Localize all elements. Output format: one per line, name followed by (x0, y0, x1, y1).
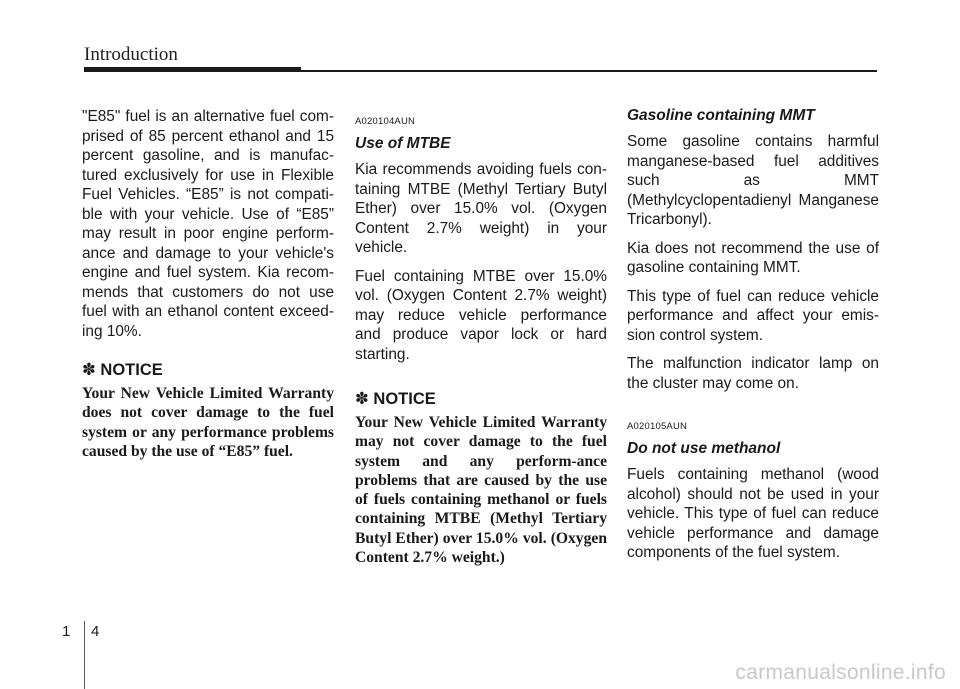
e85-paragraph: "E85" fuel is an alternative fuel com-prised of 85 percent ethanol and 15 percent gasoline, and is manufac-tured exclusively for use in Flexible Fuel Vehicles. “E85” is not compati-ble with your vehicle. Use of “E85” may result in poor engine perform-ance and damage to your vehicle's engine and fuel system. Kia recom-mends that customers do not use fuel with an ethanol content exceed-ing 10%. (82, 108, 334, 340)
mtbe-paragraph-2: Fuel containing MTBE over 15.0% vol. (Oxygen Content 2.7% weight) may reduce vehicle performance and produce vapor lock or hard starting. (355, 267, 607, 363)
mmt-paragraph-2: Kia does not recommend the use of gasoline containing MMT. (627, 239, 879, 276)
mmt-paragraph-3: This type of fuel can reduce vehicle performance and affect your emis-sion control system. (627, 287, 879, 344)
column-3 (627, 107, 879, 572)
heading-gasoline-mmt: Gasoline containing MMT (627, 107, 815, 124)
header-rule-thick (84, 67, 301, 72)
notice-title-mtbe: ✽ NOTICE (355, 390, 436, 408)
mmt-paragraph-1: Some gasoline contains harmful manganese-based fuel additives such as MMT (Methylcyclopentadienyl Manganese Tricarbonyl). (627, 133, 879, 228)
notice-text-mtbe: Your New Vehicle Limited Warranty may not cover damage to the fuel system and any perform-ance problems that are caused by the use of fuels containing methanol or fuels containing MTBE (Methyl Tertiary Butyl Ether) over 15.0% vol. (Oxygen Content 2.7% weight.) (355, 414, 607, 567)
column-2 (355, 107, 607, 567)
notice-title-e85: ✽ NOTICE (82, 361, 163, 379)
heading-use-of-mtbe: Use of MTBE (355, 135, 451, 152)
mmt-paragraph-4: The malfunction indicator lamp on the cluster may come on. (627, 355, 879, 392)
section-code-mtbe: A020104AUN (355, 116, 416, 127)
watermark: carmanualsonline.info (735, 661, 946, 684)
chapter-number: 1 (62, 623, 71, 640)
footer-divider (84, 621, 85, 689)
notice-text-e85: Your New Vehicle Limited Warranty does not cover damage to the fuel system or any performance problems caused by the use of “E85” fuel. (82, 385, 334, 460)
section-code-methanol: A020105AUN (627, 421, 688, 432)
page-number: 4 (91, 623, 100, 640)
header-rule-thin (301, 70, 877, 72)
heading-no-methanol: Do not use methanol (627, 440, 781, 457)
section-title: Introduction (84, 44, 178, 65)
mtbe-paragraph-1: Kia recommends avoiding fuels con-taining MTBE (Methyl Tertiary Butyl Ether) over 15.0% vol. (Oxygen Content 2.7% weight) in your vehicle. (355, 161, 607, 256)
methanol-paragraph: Fuels containing methanol (wood alcohol) should not be used in your vehicle. This type of fuel can reduce vehicle performance and damage components of the fuel system. (627, 466, 879, 561)
column-1 (82, 107, 334, 461)
